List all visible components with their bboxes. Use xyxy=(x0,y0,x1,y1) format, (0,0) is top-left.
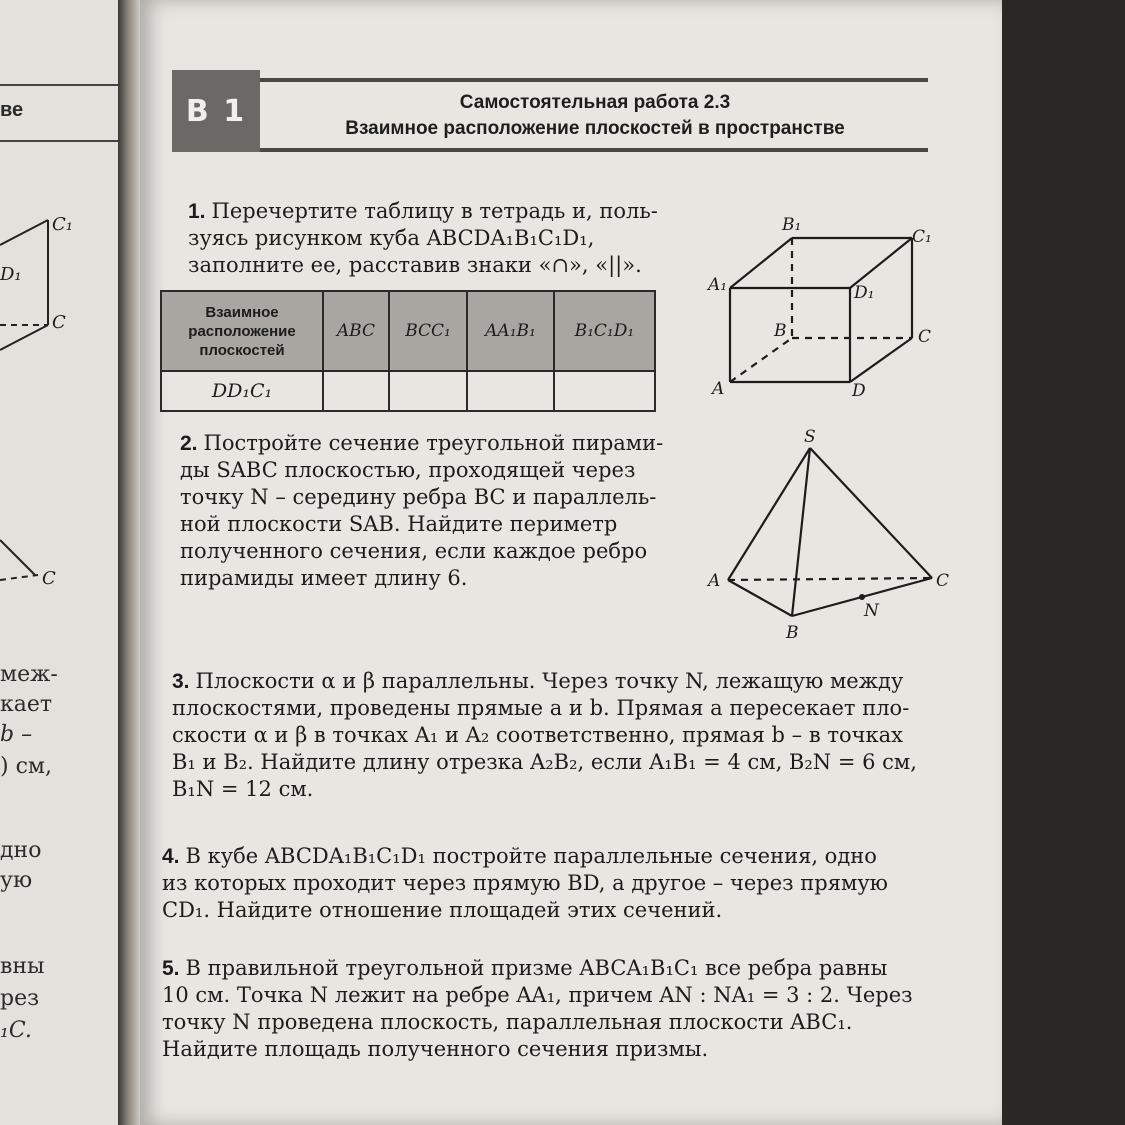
left-fragment: дно xyxy=(0,838,42,863)
vertex-label: B₁ xyxy=(782,215,802,235)
vertex-label: C xyxy=(936,571,950,591)
task-number: 2. xyxy=(180,432,198,455)
task-text: Перечертите таблицу в тетрадь и, поль- зуясь рисунком куба ABCDA₁B₁C₁D₁, заполните ее, расставив знаки «∩», «||». xyxy=(188,199,658,277)
task-number: 3. xyxy=(172,670,190,693)
corner-line: расположение xyxy=(188,322,296,340)
task-4 xyxy=(162,843,962,924)
vertex-label: C xyxy=(918,327,932,347)
vertex-label: D xyxy=(852,381,866,400)
table-column-header: AA₁B₁ xyxy=(467,291,554,371)
corner-line: Взаимное xyxy=(205,303,279,321)
left-fragment: вны xyxy=(0,954,45,979)
table-cell xyxy=(323,371,389,411)
vertex-label: A xyxy=(712,379,725,399)
vertex-label: S xyxy=(804,427,816,447)
book-gutter xyxy=(118,0,140,1125)
vertex-label: A₁ xyxy=(708,275,728,295)
table-cell xyxy=(554,371,655,411)
work-subtitle: Взаимное расположение плоскостей в пространстве xyxy=(345,118,845,139)
table-header-row xyxy=(161,291,655,371)
task-text: Плоскости α и β параллельны. Через точку N, лежащую между плоскостями, проведены прямые a и b. Прямая a пересекает пло- скости α и β в точках A₁ и A₂ соответственно, прямая b – в точках B₁ и B₂. Найдите длину отрезка A₂B₂, если A₁B₁ = 4 см, B₂N = 6 см, B₁N = 12 см. xyxy=(172,669,917,801)
task-3 xyxy=(172,668,962,803)
textbook-page xyxy=(140,0,1002,1125)
table-column-header: B₁C₁D₁ xyxy=(554,291,655,371)
left-fragment: ве xyxy=(0,99,24,121)
table-column-header: BCC₁ xyxy=(389,291,467,371)
task-number: 4. xyxy=(162,845,180,868)
vertex-label: B xyxy=(786,623,799,643)
vertex-label: C₁ xyxy=(912,227,932,247)
left-fragment: D₁ xyxy=(0,264,22,285)
left-fragment: меж- xyxy=(0,662,58,687)
left-fragment: C xyxy=(42,568,56,589)
table-cell xyxy=(389,371,467,411)
left-fragment: C₁ xyxy=(52,214,73,235)
left-pyramid-fragment xyxy=(0,520,118,600)
left-fragment: b – xyxy=(0,722,33,747)
work-title: Самостоятельная работа 2.3 xyxy=(459,92,731,113)
left-fragment: кает xyxy=(0,692,53,717)
task-text: В правильной треугольной призме ABCA₁B₁C₁ все ребра равны 10 см. Точка N лежит на ребре AA₁, причем AN : NA₁ = 3 : 2. Через точку N проведена плоскость, параллельная плоскости ABC₁. Найдите площадь полученного сечения призмы. xyxy=(162,956,913,1061)
left-fragment: ую xyxy=(0,868,33,893)
vertex-label: B xyxy=(774,321,787,341)
left-page-fragment xyxy=(0,0,118,1125)
variant-badge: В 1 xyxy=(172,70,260,152)
table-column-header: ABC xyxy=(323,291,389,371)
vertex-label: D₁ xyxy=(854,283,875,303)
corner-line: плоскостей xyxy=(199,341,285,359)
left-page-rule xyxy=(0,140,118,142)
vertex-label: N xyxy=(864,601,879,621)
task-1 xyxy=(188,198,708,279)
task-2 xyxy=(180,430,720,592)
task-number: 5. xyxy=(162,957,180,980)
left-fragment: рез xyxy=(0,986,40,1011)
point-n-dot xyxy=(859,594,865,600)
task-number: 1. xyxy=(188,200,206,223)
left-fragment: ₁C. xyxy=(0,1018,32,1043)
table-cell xyxy=(467,371,554,411)
vertex-label: A xyxy=(708,571,721,591)
left-fragment: C xyxy=(52,312,66,333)
relation-table xyxy=(160,290,656,412)
section-header xyxy=(172,70,928,158)
task-text: В кубе ABCDA₁B₁C₁D₁ постройте параллельные сечения, одно из которых проходит через прямую BD, а другое – через прямую CD₁. Найдите отношение площадей этих сечений. xyxy=(162,844,888,922)
task-5 xyxy=(162,955,972,1063)
task-text: Постройте сечение треугольной пирами- ды SABC плоскостью, проходящей через точку N – середину ребра BC и параллель- ной плоскости SAB. Найдите периметр полученного сечения, если каждое ребро пирамиды имеет длину 6. xyxy=(180,431,664,590)
left-fragment: ) см, xyxy=(0,754,53,779)
left-cube-fragment xyxy=(0,200,118,360)
header-rule xyxy=(260,148,928,152)
left-page-rule xyxy=(0,84,118,86)
header-rule xyxy=(260,78,928,82)
table-row xyxy=(161,371,655,411)
table-row-label: DD₁C₁ xyxy=(161,371,323,411)
pyramid-figure xyxy=(700,420,960,650)
cube-figure xyxy=(700,210,960,400)
table-corner-header xyxy=(161,291,323,371)
